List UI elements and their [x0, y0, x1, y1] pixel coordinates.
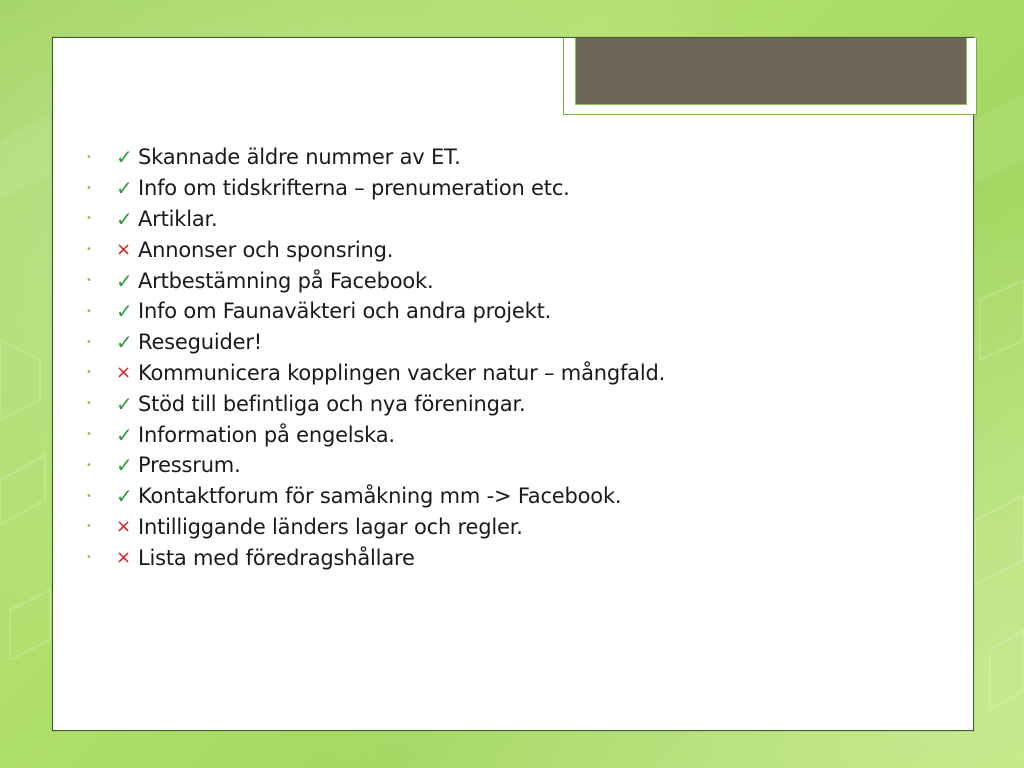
bullet-icon: • [86, 305, 92, 317]
list-item-text: Artiklar. [138, 206, 218, 231]
list-item [84, 512, 665, 543]
list-item [84, 542, 665, 573]
bullet-icon: • [86, 521, 92, 533]
title-placeholder-frame [563, 38, 977, 115]
list-item-text: Info om Faunaväkteri och andra projekt. [138, 299, 552, 324]
cross-icon: × [116, 516, 132, 538]
cross-icon: × [116, 547, 132, 569]
bullet-icon: • [86, 398, 92, 410]
checkmark-icon: ✓ [116, 299, 133, 324]
bullet-icon: • [86, 151, 92, 163]
bullet-icon: • [86, 459, 92, 471]
checkmark-icon: ✓ [116, 206, 133, 231]
list-item-text: Lista med föredragshållare [138, 545, 415, 570]
bullet-icon: • [86, 213, 92, 225]
checkmark-icon: ✓ [116, 176, 133, 201]
list-item-text: Artbestämning på Facebook. [138, 268, 434, 293]
list-item [84, 265, 665, 296]
cross-icon: × [116, 362, 132, 384]
list-item [84, 327, 665, 358]
bullet-icon: • [86, 244, 92, 256]
bullet-icon: • [86, 182, 92, 194]
checkmark-icon: ✓ [116, 145, 133, 170]
list-item [84, 234, 665, 265]
list-item-text: Info om tidskrifterna – prenumeration etc. [138, 176, 570, 201]
list-item-text: Kommunicera kopplingen vacker natur – mångfald. [138, 360, 666, 385]
checkmark-icon: ✓ [116, 484, 133, 509]
list-item-text: Stöd till befintliga och nya föreningar. [138, 391, 526, 416]
list-item [84, 358, 665, 389]
list-item-text: Pressrum. [138, 453, 241, 478]
bullet-icon: • [86, 429, 92, 441]
bullet-icon: • [86, 336, 92, 348]
checkmark-icon: ✓ [116, 330, 133, 355]
list-item [84, 296, 665, 327]
cross-icon: × [116, 239, 132, 261]
bullet-list [84, 142, 665, 573]
bullet-icon: • [86, 490, 92, 502]
list-item [84, 204, 665, 235]
checkmark-icon: ✓ [116, 391, 133, 416]
bullet-icon: • [86, 275, 92, 287]
list-item [84, 481, 665, 512]
title-placeholder-box [575, 38, 967, 105]
list-item-text: Skannade äldre nummer av ET. [138, 145, 461, 170]
list-item-text: Reseguider! [138, 330, 263, 355]
bullet-icon: • [86, 367, 92, 379]
list-item [84, 142, 665, 173]
list-item [84, 173, 665, 204]
list-item [84, 388, 665, 419]
list-item-text: Kontaktforum för samåkning mm -> Facebook. [138, 484, 622, 509]
list-item-text: Intilliggande länders lagar och regler. [138, 514, 523, 539]
bullet-icon: • [86, 552, 92, 564]
list-item-text: Information på engelska. [138, 422, 395, 447]
list-item [84, 450, 665, 481]
list-item-text: Annonser och sponsring. [138, 237, 394, 262]
checkmark-icon: ✓ [116, 422, 133, 447]
checkmark-icon: ✓ [116, 453, 133, 478]
list-item [84, 419, 665, 450]
checkmark-icon: ✓ [116, 268, 133, 293]
